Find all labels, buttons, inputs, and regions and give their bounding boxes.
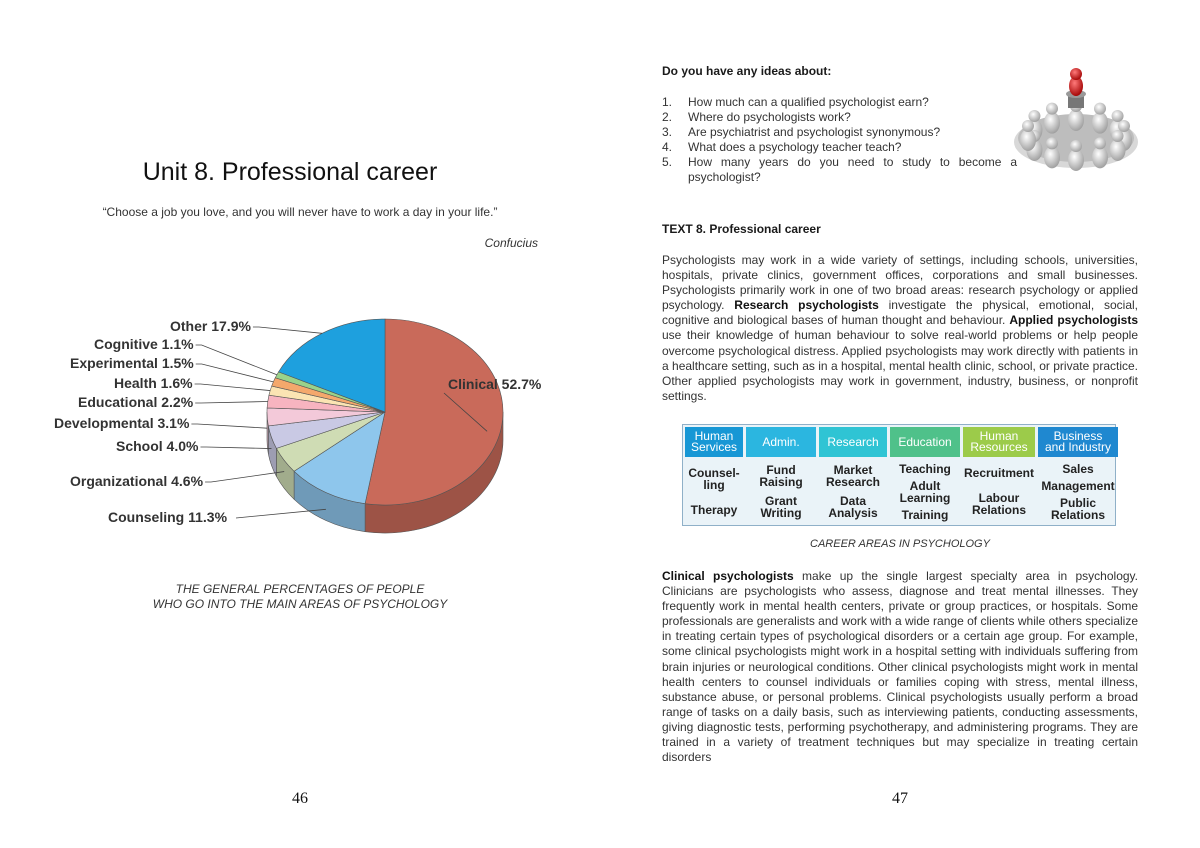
- question-number: 3.: [662, 125, 673, 139]
- pie-label: Educational 2.2%: [78, 394, 194, 410]
- para1-text-e: use their knowledge of human behaviour to solve real-world problems or help people overcome psychological distress. Applied psychologists may work directly with patients in a healthcare setting, such as in a hospital, mental health clinic, school, or private practice. Other applied psychologists may work in government, industry, business, or nonprofit settings.: [662, 328, 1138, 403]
- career-column-header: [890, 427, 960, 457]
- question-number: 2.: [662, 110, 673, 124]
- question-text: How much can a qualified psychologist earn?: [688, 95, 929, 109]
- questions-heading: Do you have any ideas about:: [662, 64, 832, 78]
- question-text: Where do psychologists work?: [688, 110, 851, 124]
- people-circle-illustration: [1008, 64, 1143, 176]
- career-item: Adult Learning: [899, 478, 951, 505]
- pie-leader-line: [253, 327, 322, 333]
- paragraph-2: [662, 569, 1138, 765]
- page-number-left: 46: [292, 790, 308, 807]
- career-column-header: [1038, 427, 1118, 457]
- pie-leader-line: [200, 447, 271, 449]
- career-column: [963, 427, 1035, 523]
- career-column: [685, 427, 743, 523]
- career-item: Public Relations: [1050, 495, 1105, 522]
- question-item: [662, 140, 1017, 155]
- career-column-title: Business and Industry: [1044, 429, 1112, 454]
- quote: “Choose a job you love, and you will never have to work a day in your life.”: [102, 205, 498, 219]
- career-column: [746, 427, 816, 523]
- career-item: Grant Writing: [760, 494, 802, 521]
- person-figure: [1020, 120, 1036, 151]
- pie-label: Counseling 11.3%: [108, 509, 228, 525]
- pie-leader-line: [196, 364, 274, 382]
- career-column-header: [685, 427, 743, 457]
- pie-label: Clinical 52.7%: [448, 376, 542, 392]
- question-text: What does a psychology teacher teach?: [688, 140, 902, 154]
- question-number: 4.: [662, 140, 673, 154]
- pie-label: Organizational 4.6%: [70, 473, 204, 489]
- question-text: How many years do you need to study to become a psychologist?: [688, 155, 1017, 184]
- question-number: 5.: [662, 155, 673, 169]
- career-column-title: Human Resources: [970, 429, 1028, 454]
- career-item: Data Analysis: [828, 494, 878, 521]
- text-heading: TEXT 8. Professional career: [662, 222, 821, 236]
- career-column-title: Research: [827, 434, 879, 449]
- para1-text-c: investigate the physical, emotional, social, cognitive and biological bases of human thought and behaviour.: [662, 298, 1138, 328]
- career-column: [890, 427, 960, 523]
- career-item: Recruitment: [963, 465, 1034, 480]
- career-column: [819, 427, 887, 523]
- career-column-items: [746, 460, 816, 523]
- applied-psychologists-term: Applied psychologists: [1009, 313, 1138, 328]
- pie-label: Health 1.6%: [114, 375, 193, 391]
- pie-label: Other 17.9%: [170, 318, 251, 334]
- person-figure: [1068, 140, 1084, 171]
- pie-leader-line: [195, 384, 271, 391]
- question-number: 1.: [662, 95, 673, 109]
- quote-author: Confucius: [484, 236, 538, 250]
- pie-label: Experimental 1.5%: [70, 355, 194, 371]
- right-page: [600, 0, 1200, 848]
- career-column-header: [819, 427, 887, 457]
- career-column-title: Admin.: [762, 434, 800, 449]
- pie-label: School 4.0%: [116, 438, 199, 454]
- person-figure: [1110, 130, 1126, 161]
- question-item: [662, 95, 1017, 110]
- pie-caption: [100, 582, 500, 612]
- career-item: Training: [901, 507, 949, 522]
- career-item: Counsel- ling: [688, 465, 740, 492]
- career-item: Market Research: [825, 462, 881, 489]
- career-column-title: Human Services: [690, 429, 737, 454]
- pie-chart-svg: [50, 300, 560, 540]
- career-table-caption: CAREER AREAS IN PSYCHOLOGY: [810, 538, 990, 550]
- pie-leader-line: [205, 472, 284, 482]
- career-item: Labour Relations: [971, 491, 1026, 518]
- career-item: Management: [1041, 478, 1115, 493]
- career-column-items: [819, 460, 887, 523]
- pie-label: Cognitive 1.1%: [94, 336, 194, 352]
- career-column-items: [963, 460, 1035, 523]
- career-column-items: [1038, 460, 1118, 523]
- questions-list: [662, 95, 1017, 185]
- career-item: Therapy: [690, 503, 738, 518]
- career-item: Fund Raising: [759, 462, 803, 489]
- question-text: Are psychiatrist and psychologist synonymous?: [688, 125, 941, 139]
- career-column-title: Education: [898, 434, 952, 449]
- research-psychologists-term: Research psychologists: [734, 298, 879, 313]
- career-column-header: [746, 427, 816, 457]
- person-figure: [1044, 103, 1060, 134]
- page-number-right: 47: [892, 790, 908, 807]
- pie-leader-line: [196, 345, 277, 375]
- pie-leader-line: [191, 424, 267, 428]
- question-item: [662, 125, 1017, 140]
- pie-caption-line-1: THE GENERAL PERCENTAGES OF PEOPLE: [175, 582, 425, 596]
- career-column: [1038, 427, 1118, 523]
- question-item: [662, 110, 1017, 125]
- career-areas-table: [682, 424, 1116, 526]
- pie-caption-line-2: WHO GO INTO THE MAIN AREAS OF PSYCHOLOGY: [152, 597, 448, 611]
- person-figure: [1092, 103, 1108, 134]
- pie-chart: [50, 300, 560, 540]
- unit-title: Unit 8. Professional career: [142, 158, 438, 186]
- person-figure: [1092, 137, 1108, 168]
- career-column-items: [890, 460, 960, 523]
- career-column-header: [963, 427, 1035, 457]
- paragraph-1: [662, 253, 1138, 404]
- para1-text-a: Psychologists may work in a wide variety of settings, including schools, universities, hospitals, private clinics, government offices, corporations and small businesses. Psychologists primarily work in one of two broad areas: research psychology or applied psychology.: [662, 253, 1138, 313]
- clinical-psychologists-term: Clinical psychologists: [662, 569, 794, 583]
- pie-leader-line: [195, 402, 268, 403]
- question-item: [662, 155, 1017, 185]
- person-figure: [1044, 137, 1060, 168]
- pie-label: Developmental 3.1%: [54, 415, 190, 431]
- career-item: Teaching: [899, 461, 951, 476]
- career-column-items: [685, 460, 743, 523]
- para2-text-b: make up the single largest specialty area in psychology. Clinicians are psychologists who assess, diagnose and treat mental illnesses. They frequently work in mental health centers, private or group practices, or hospitals. Some professionals are generalists and work with a wide range of clients while others specialize in treating certain types of psychological disorders or a certain age group. For example, some clinical psychologists might work in a hospital setting with individuals suffering from brain injuries or neurological conditions. Other clinical psychologists might work in mental health centers to counsel individuals or families coping with stress, mental illness, substance abuse, or personal problems. Clinical psychologists usually perform a broad range of tasks on a daily basis, such as interviewing patients, conducting assessments, giving diagnostic tests, performing psychotherapy, and administering programs. They are trained in a variety of treatment techniques but may specialize in treating certain disorders: [662, 569, 1138, 765]
- career-item: Sales: [1062, 461, 1094, 476]
